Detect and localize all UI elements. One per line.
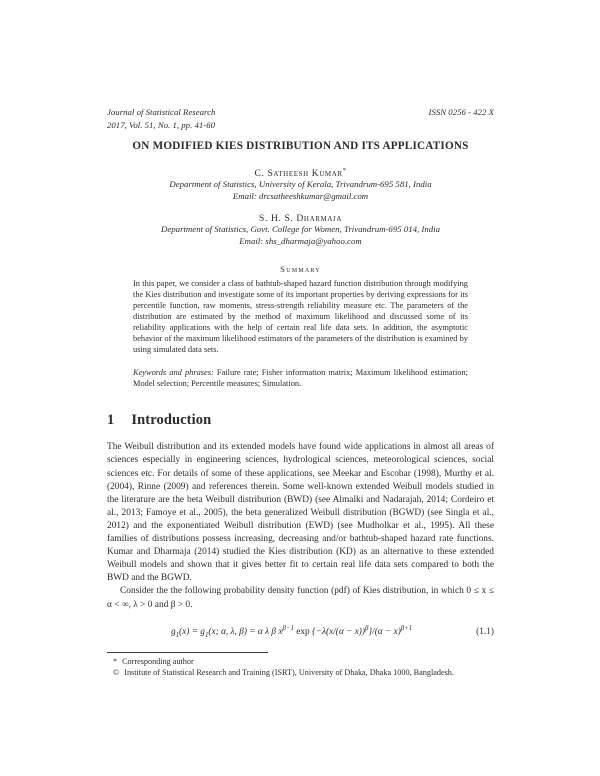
journal-issue: 2017, Vol. 51, No. 1, pp. 41-60: [107, 119, 216, 130]
footnote-text-2: Institute of Statistical Research and Training (ISRT), University of Dhaka, Dhaka 1000, Bangladesh.: [124, 667, 454, 677]
keywords-text: Failure rate; Fisher information matrix; Maximum likelihood estimation; Model selection; Percentile measures; Simulation.: [133, 368, 468, 389]
consider-paragraph: Consider the the following probability density function (pdf) of Kies distribution, in which 0 ≤ x ≤ α < ∞, λ > 0 and β > 0.: [107, 586, 494, 610]
author-block-1: [107, 167, 494, 202]
author-email-2: Email: shs_dharmaja@yahoo.com: [239, 235, 362, 246]
author-marker-1: *: [342, 167, 347, 174]
footnote-text-1: Corresponding author: [122, 656, 194, 666]
footnote-corresponding: [107, 656, 494, 667]
paper-title: ON MODIFIED KIES DISTRIBUTION AND ITS APPLICATIONS: [132, 140, 469, 152]
author-block-2: [107, 212, 494, 247]
equation: $g_1(x) = g_1(x$; α, λ, β) = α λ β $x^{\beta-1}$ $\exp \{-\lambda(x/(\alpha - x))^\beta\}/(\alpha - x)^{\beta+1}$: [170, 624, 413, 639]
author-name-1: [107, 167, 494, 179]
author-email-1: Email: drcsatheeshkumar@gmail.com: [232, 190, 369, 201]
equation-number: (1.1): [476, 626, 494, 637]
equation-row: [107, 625, 494, 639]
journal-issn: ISSN 0256 - 422 X: [428, 107, 494, 117]
footnote-copyright: [107, 667, 494, 678]
author-name-2: [107, 212, 494, 224]
footnote-marker-asterisk: *: [113, 656, 118, 666]
keywords: [133, 367, 468, 389]
keywords-label: Keywords and phrases:: [133, 368, 214, 378]
journal-header: [107, 106, 494, 131]
section-number: 1: [107, 412, 115, 429]
summary-text: In this paper, we consider a class of bathtub-shaped hazard function distribution through modifying the Kies distribution and investigate some of its important properties by deriving expressions for its percentile function, raw moments, stress-strength reliability measure etc. The parameters of the distribution are estimated by the method of maximum likelihood and discussed some of its reliability applications with the help of certain real life data sets. In addition, the asymptotic behavior of the maximum likelihood estimators of the parameters of the distribution is examined by using simulated data sets.: [133, 279, 468, 355]
journal-name: Journal of Statistical Research: [107, 107, 216, 117]
page-content: [107, 106, 494, 678]
summary-heading: Summary: [280, 264, 321, 275]
journal-info: [107, 106, 215, 131]
author-name-text-1: C. Satheesh Kumar: [254, 168, 343, 180]
author-name-text-2: S. H. S. Dharmaja: [259, 213, 342, 225]
section-title: Introduction: [131, 412, 212, 429]
footnote-marker-copyright: ©: [113, 667, 120, 677]
author-affiliation-2: Department of Statistics, Govt. College for Women, Trivandrum-695 014, India: [161, 224, 440, 235]
section-heading: [107, 412, 494, 429]
intro-paragraph: The Weibull distribution and its extended models have found wide applications in almost all areas of sciences especially in engineering sciences, hydrological sciences, meteorological sciences, social sciences etc. For details of some of these applications, see Meekar and Escobar (1998), Murthy et al. (2004), Rinne (2009) and references therein. Some well-known extended Weibull models studied in the literature are the beta Weibull distribution (BWD) (see Almalki and Nadarajah, 2014; Cordeiro et al., 2013; Famoye et al., 2005), the beta generalized Weibull distribution (BGWD) (see Singla et al., 2012) and the exponentiated Weibull distribution (EWD) (see Mudholkar et al., 1995). All these families of distributions possess increasing, decreasing and/or bathtub-shaped hazard rate functions. Kumar and Dharmaja (2014) studied the Kies distribution (KD) as an alternative to these extended Weibull models and shown that it gives better fit to certain real life data sets compared to both the BWD and the BGWD.: [107, 442, 494, 584]
author-affiliation-1: Department of Statistics, University of Kerala, Trivandrum-695 581, India: [169, 179, 432, 190]
footnote-rule: [107, 652, 268, 653]
